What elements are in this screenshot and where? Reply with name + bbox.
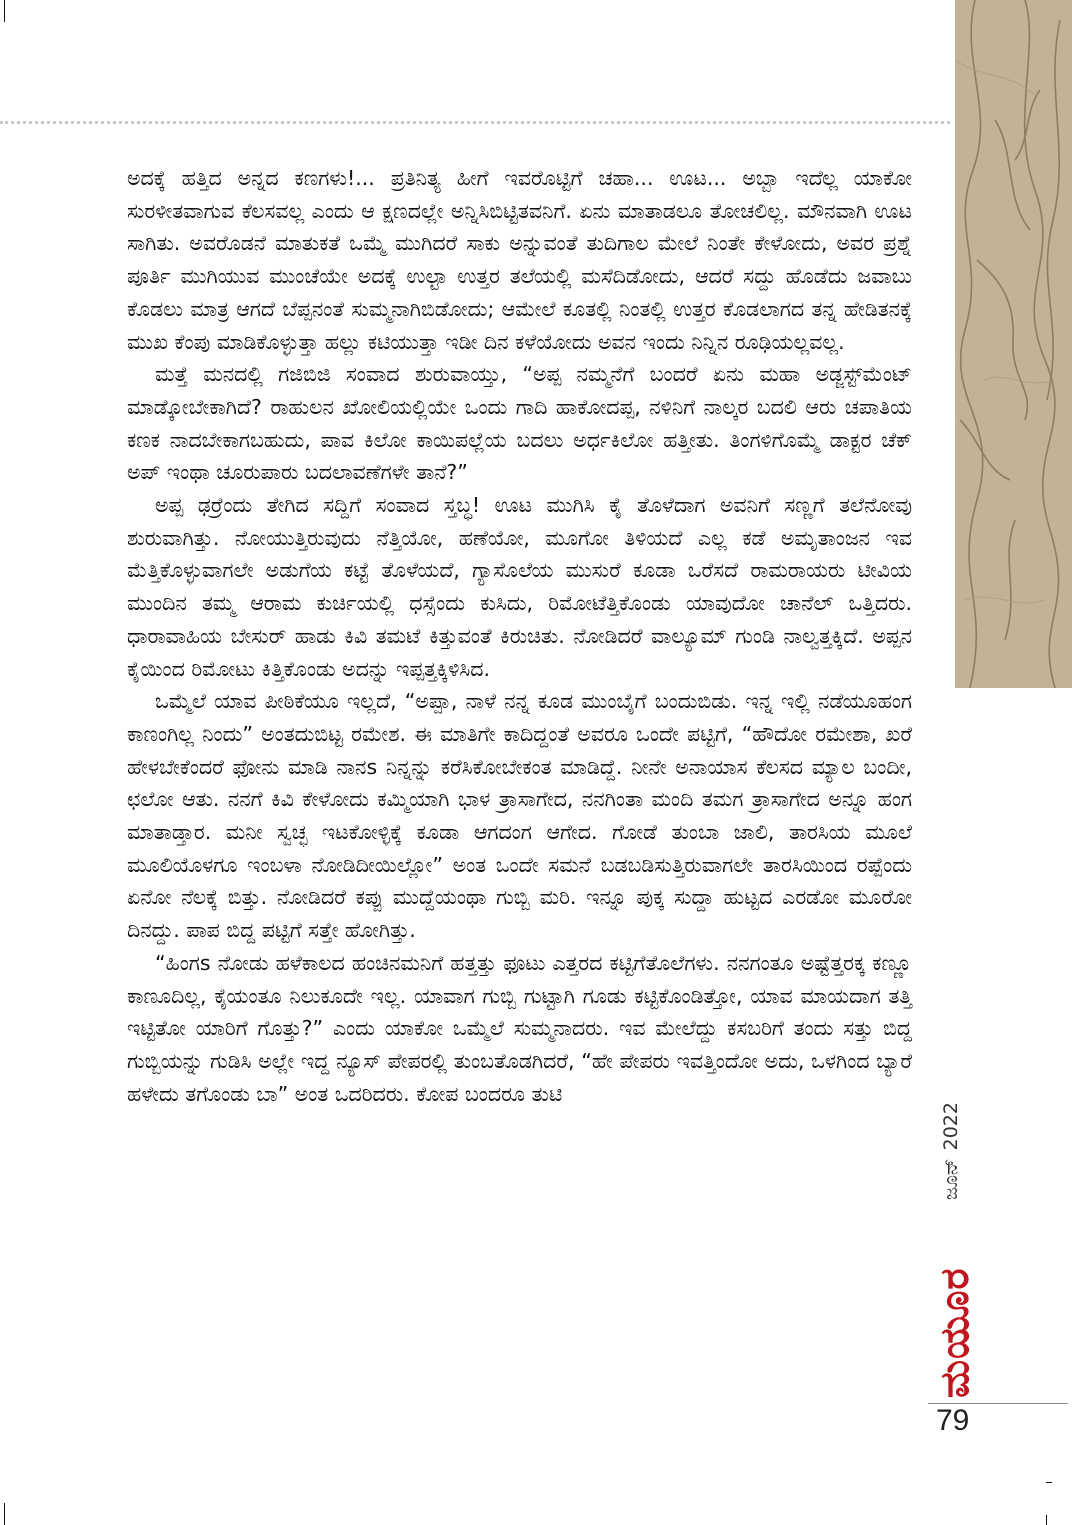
page-number: 79 [936, 1404, 970, 1437]
dotted-header-rule [0, 121, 950, 124]
paragraph-2: ಮತ್ತೆ ಮನದಲ್ಲಿ ಗಜಿಬಿಜಿ ಸಂವಾದ ಶುರುವಾಯ್ತು, “ಅಪ್ಪ ನಮ್ಮನೆಗೆ ಬಂದರೆ ಏನು ಮಹಾ ಅಡ್ಜಸ್ಟ್‌ಮೆಂಟ್ ಮಾಡ್ಕೋಬೇಕಾಗಿದೆ? ರಾಹುಲನ ಖೋಲಿಯಲ್ಲಿಯೇ ಒಂದು ಗಾದಿ ಹಾಕೋದಪ್ಪ, ನಳಿನಿಗೆ ನಾಲ್ಕರ ಬದಲಿ ಆರು ಚಪಾತಿಯ ಕಣಕ ನಾದಬೇಕಾಗಬಹುದು, ಪಾವ ಕಿಲೋ ಕಾಯಿಪಲ್ಲೆಯ ಬದಲು ಅರ್ಧಕಿಲೋ ಹತ್ತೀತು. ತಿಂಗಳಿಗೊಮ್ಮೆ ಡಾಕ್ಟರ ಚೆಕ್ ಅಪ್ ಇಂಥಾ ಚೂರುಪಾರು ಬದಲಾವಣೆಗಳೇ ತಾನೆ?” [127, 362, 912, 485]
texture-lines [955, 0, 1072, 688]
issue-date [940, 1102, 962, 1200]
article-body [127, 162, 912, 1110]
crop-mark-bottom-right [1046, 1482, 1052, 1483]
magazine-logo: ಮಯೂರ [932, 1267, 978, 1398]
paragraph-5: “ಹಿಂಗs ನೋಡು ಹಳೆಕಾಲದ ಹಂಚಿನಮನಿಗೆ ಹತ್ತತ್ತು ಫೂಟು ಎತ್ತರದ ಕಟ್ಟಿಗೆತೊಲೆಗಳು. ನನಗಂತೂ ಅಷ್ಟೆತ್ತರಕ್ಕ ಕಣ್ಣೂ ಕಾಣೂದಿಲ್ಲ, ಕೈಯಂತೂ ನಿಲುಕೂದೇ ಇಲ್ಲ. ಯಾವಾಗ ಗುಬ್ಬಿ ಗುಟ್ಟಾಗಿ ಗೂಡು ಕಟ್ಟಿಕೊಂಡಿತ್ತೋ, ಯಾವ ಮಾಯದಾಗ ತತ್ತಿ ಇಟ್ಟಿತೋ ಯಾರಿಗೆ ಗೊತ್ತು?” ಎಂದು ಯಾಕೋ ಒಮ್ಮೆಲೆ ಸುಮ್ಮನಾದರು. ಇವ ಮೇಲೆದ್ದು ಕಸಬರಿಗೆ ತಂದು ಸತ್ತು ಬಿದ್ದ ಗುಬ್ಬಿಯನ್ನು ಗುಡಿಸಿ ಅಲ್ಲೇ ಇದ್ದ ನ್ಯೂಸ್ ಪೇಪರಲ್ಲಿ ತುಂಬತೊಡಗಿದರೆ, “ಹೇ ಪೇಪರು ಇವತ್ತಿಂದೋ ಅದು, ಒಳಗಿಂದ ಬ್ಯಾರೆ ಹಳೇದು ತಗೊಂಡು ಬಾ” ಅಂತ ಒದರಿದರು. ಕೋಪ ಬಂದರೂ ತುಟಿ [127, 950, 912, 1106]
paragraph-4: ಒಮ್ಮೆಲೆ ಯಾವ ಪೀಠಿಕೆಯೂ ಇಲ್ಲದೆ, “ಅಪ್ಪಾ, ನಾಳೆ ನನ್ನ ಕೂಡ ಮುಂಬೈಗೆ ಬಂದುಬಿಡು. ಇನ್ನ ಇಲ್ಲಿ ನಡೆಯೂಹಂಗ ಕಾಣಂಗಿಲ್ಲ ನಿಂದು” ಅಂತದುಬಿಟ್ಟ ರಮೇಶ. ಈ ಮಾತಿಗೇ ಕಾದಿದ್ದಂತೆ ಅವರೂ ಒಂದೇ ಪಟ್ಟಿಗೆ, “ಹೌದೋ ರಮೇಶಾ, ಖರೆ ಹೇಳಬೇಕೆಂದರೆ ಫೋನು ಮಾಡಿ ನಾನs ನಿನ್ನನ್ನು ಕರೆಸಿಕೋಬೇಕಂತ ಮಾಡಿದ್ದೆ. ನೀನೇ ಅನಾಯಾಸ ಕೆಲಸದ ಮ್ಯಾಲ ಬಂದೀ, ಛಲೋ ಆತು. ನನಗೆ ಕಿವಿ ಕೇಳೋದು ಕಮ್ಮಿಯಾಗಿ ಭಾಳ ತ್ರಾಸಾಗೇದ, ನನಗಿಂತಾ ಮಂದಿ ತಮಗ ತ್ರಾಸಾಗೇದ ಅನ್ನೂ ಹಂಗ ಮಾತಾಡ್ತಾರ. ಮನೀ ಸ್ವಚ್ಛ ಇಟಕೋಳ್ಳಿಕ್ಕೆ ಕೂಡಾ ಆಗದಂಗ ಆಗೇದ. ಗೋಡೆ ತುಂಬಾ ಜಾಲಿ, ತಾರಸಿಯ ಮೂಲೆ ಮೂಲಿಯೊಳಗೂ ಇಂಬಳಾ ನೋಡಿದೀಯಿಲ್ಲೋ” ಅಂತ ಒಂದೇ ಸಮನೆ ಬಡಬಡಿಸುತ್ತಿರುವಾಗಲೇ ತಾರಸಿಯಿಂದ ರಪ್ಪೆಂದು ಏನೋ ನೆಲಕ್ಕೆ ಬಿತ್ತು. ನೋಡಿದರೆ ಕಪ್ಪು ಮುದ್ದೆಯಂಥಾ ಗುಬ್ಬಿ ಮರಿ. ಇನ್ನೂ ಪುಕ್ಕ ಸುದ್ದಾ ಹುಟ್ಟದ ಎರಡೋ ಮೂರೋ ದಿನದ್ದು. ಪಾಪ ಬಿದ್ದ ಪಟ್ಟಿಗೆ ಸತ್ತೇ ಹೋಗಿತ್ತು. [127, 689, 912, 943]
issue-year: 2022 [940, 1102, 962, 1151]
paragraph-1: ಅದಕ್ಕೆ ಹತ್ತಿದ ಅನ್ನದ ಕಣಗಳು!... ಪ್ರತಿನಿತ್ಯ ಹೀಗೆ ಇವರೊಟ್ಟಿಗೆ ಚಹಾ... ಊಟ... ಅಬ್ಬಾ ಇದೆಲ್ಲ ಯಾಕೋ ಸುರಳೀತವಾಗುವ ಕೆಲಸವಲ್ಲ ಎಂದು ಆ ಕ್ಷಣದಲ್ಲೇ ಅನ್ನಿಸಿಬಿಟ್ಟಿತವನಿಗೆ. ಏನು ಮಾತಾಡಲೂ ತೋಚಲಿಲ್ಲ. ಮೌನವಾಗಿ ಊಟ ಸಾಗಿತು. ಅವರೊಡನೆ ಮಾತುಕತೆ ಒಮ್ಮೆ ಮುಗಿದರೆ ಸಾಕು ಅನ್ನುವಂತೆ ತುದಿಗಾಲ ಮೇಲೆ ನಿಂತೇ ಕೇಳೋದು, ಅವರ ಪ್ರಶ್ನೆ ಪೂರ್ತಿ ಮುಗಿಯುವ ಮುಂಚೆಯೇ ಅದಕ್ಕೆ ಉಲ್ಟಾ ಉತ್ತರ ತಲೆಯಲ್ಲಿ ಮಸೆದಿಡೋದು, ಆದರೆ ಸದ್ದು ಹೊಡೆದು ಜವಾಬು ಕೊಡಲು ಮಾತ್ರ ಆಗದೆ ಬೆಪ್ಪನಂತೆ ಸುಮ್ಮನಾಗಿಬಿಡೋದು; ಆಮೇಲೆ ಕೂತಲ್ಲಿ ನಿಂತಲ್ಲಿ ಉತ್ತರ ಕೊಡಲಾಗದ ತನ್ನ ಹೇಡಿತನಕ್ಕೆ ಮುಖ ಕೆಂಪು ಮಾಡಿಕೊಳ್ಳುತ್ತಾ ಹಲ್ಲು ಕಟಿಯುತ್ತಾ ಇಡೀ ದಿನ ಕಳೆಯೋದು ಅವನ ಇಂದು ನಿನ್ನಿನ ರೂಢಿಯಲ್ಲವಲ್ಲ. [127, 166, 912, 354]
crop-mark-bottom-right-vertical [1046, 1515, 1047, 1525]
decorative-texture-panel [955, 0, 1072, 688]
paragraph-3: ಅಪ್ಪ ಢರ್ರೆಂದು ತೇಗಿದ ಸದ್ದಿಗೆ ಸಂವಾದ ಸ್ತಬ್ಧ! ಊಟ ಮುಗಿಸಿ ಕೈ ತೊಳೆದಾಗ ಅವನಿಗೆ ಸಣ್ಣಗೆ ತಲೆನೋವು ಶುರುವಾಗಿತ್ತು. ನೋಯುತ್ತಿರುವುದು ನೆತ್ತಿಯೋ, ಹಣೆಯೋ, ಮೂಗೋ ತಿಳಿಯದೆ ಎಲ್ಲ ಕಡೆ ಅಮೃತಾಂಜನ ಇವ ಮೆತ್ತಿಕೊಳ್ಳುವಾಗಲೇ ಅಡುಗೆಯ ಕಟ್ಟೆ ತೊಳೆಯದೆ, ಗ್ಯಾಸೊಲೆಯ ಮುಸುರೆ ಕೂಡಾ ಒರೆಸದೆ ರಾಮರಾಯರು ಟೀವಿಯ ಮುಂದಿನ ತಮ್ಮ ಆರಾಮ ಕುರ್ಚಿಯಲ್ಲಿ ಧಸ್ಸೆಂದು ಕುಸಿದು, ರಿಮೋಟೆತ್ತಿಕೊಂಡು ಯಾವುದೋ ಚಾನೆಲ್ ಒತ್ತಿದರು. ಧಾರಾವಾಹಿಯ ಬೇಸುರ್ ಹಾಡು ಕಿವಿ ತಮಟೆ ಕಿತ್ತುವಂತೆ ಕಿರುಚಿತು. ನೋಡಿದರೆ ವಾಲ್ಯೂಮ್ ಗುಂಡಿ ನಾಲ್ವತ್ತಕ್ಕಿದೆ. ಅಪ್ಪನ ಕೈಯಿಂದ ರಿಮೋಟು ಕಿತ್ತಿಕೊಂಡು ಅದನ್ನು ಇಪ್ಪತ್ತಕ್ಕಿಳಿಸಿದ. [127, 493, 912, 681]
crop-mark-top-left [4, 0, 5, 22]
crop-mark-bottom-left [4, 1503, 5, 1525]
issue-month: ಜೂನ್ [940, 1158, 962, 1200]
